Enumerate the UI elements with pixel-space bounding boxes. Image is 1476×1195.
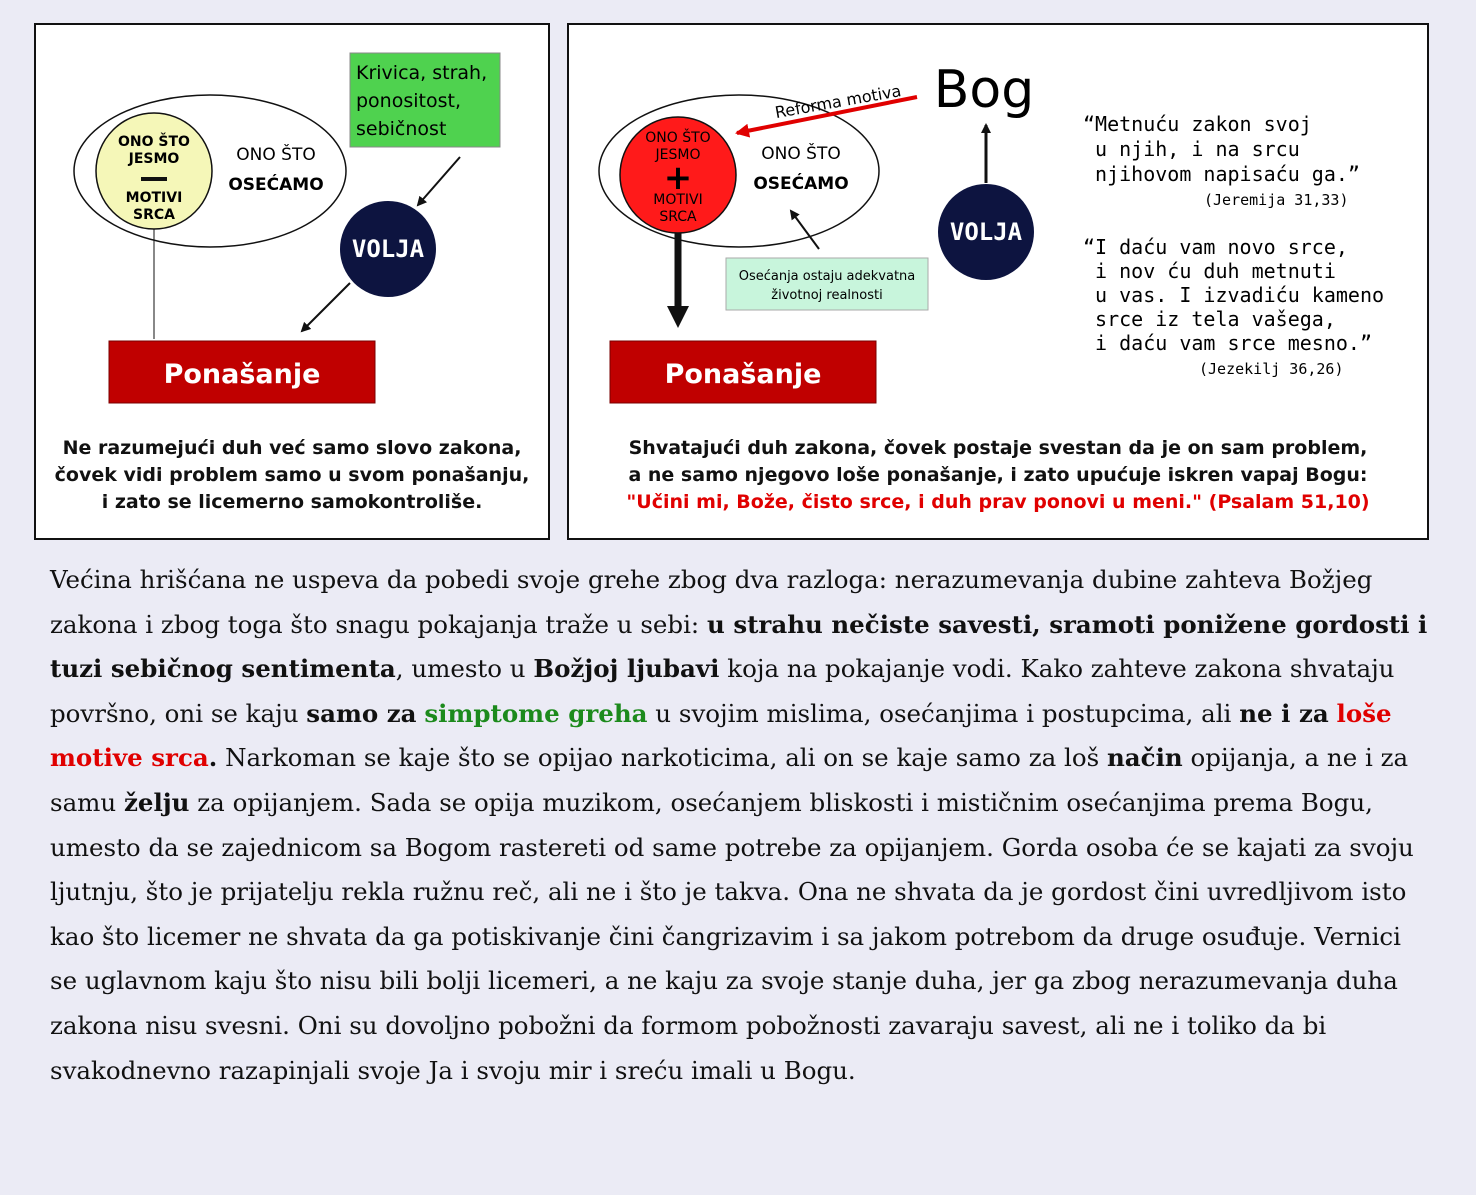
right-caption-line2: a ne samo njegovo loše ponašanje, i zato upućuje iskren vapaj Bogu: (628, 464, 1368, 486)
motives-line1: ONO ŠTO (118, 134, 190, 150)
plus-sign: + (663, 158, 693, 198)
feel-line2: OSEĆAMO (753, 174, 849, 194)
body-s7: Narkoman se kaje što se opijao narkoticima, ali on se kaje samo za loš (217, 743, 1107, 773)
left-diagram-panel (34, 23, 550, 540)
body-paragraph (50, 558, 1430, 1093)
body-s1: Većina hrišćana ne uspeva da pobedi svoje grehe zbog dva razloga: nerazumevanja dubine zahteva Božjeg zakona i zbog toga što snagu pokajanja traže u sebi: (50, 565, 1373, 639)
behavior-label: Ponašanje (163, 359, 321, 390)
quote2-line4: srce iz tela vašega, (1083, 307, 1336, 331)
body-s5: u svojim mislima, osećanjima i postupcima, ali (647, 698, 1240, 728)
motives-line2: JESMO (128, 151, 180, 167)
quote1-line1: “Metnuću zakon svoj (1083, 112, 1312, 136)
right-caption-line3: "Učini mi, Bože, čisto srce, i duh prav ponovi u meni." (Psalam 51,10) (626, 491, 1370, 513)
quote2-line5: i daću vam srce mesno.” (1083, 331, 1372, 355)
will-label: VOLJA (351, 235, 425, 263)
body-b2: Božjoj ljubavi (533, 654, 720, 684)
note-line2: životnoj realnosti (771, 288, 883, 303)
god-label: Bog (933, 60, 1035, 120)
body-b1: u strahu nečiste savesti, sramoti ponižene gordosti i tuzi sebičnog sentimenta (50, 609, 1428, 684)
body-r1: loše motive srca (50, 698, 1392, 773)
callout-line3: sebičnost (356, 118, 447, 140)
body-s6 (1329, 699, 1337, 728)
motives-line2: JESMO (655, 147, 701, 163)
body-text (50, 558, 1430, 1093)
body-b3: samo za (306, 698, 417, 728)
motives-line3: MOTIVI (125, 190, 183, 206)
callout-to-will-arrow (418, 157, 460, 205)
quote1-line3: njihovom napisaću ga.” (1083, 162, 1360, 186)
body-b5: . (208, 743, 218, 773)
feel-line1: ONO ŠTO (761, 144, 841, 164)
body-b7: želju (123, 787, 190, 817)
body-b6: način (1106, 743, 1183, 773)
minus-sign (141, 177, 167, 181)
left-caption-line2: čovek vidi problem samo u svom ponašanju, (54, 464, 530, 486)
quote2-line1: “I daću vam novo srce, (1083, 235, 1348, 259)
body-g1: simptome greha (424, 698, 648, 728)
body-b4: ne i za (1239, 698, 1329, 728)
left-caption (36, 435, 548, 516)
quote1-ref: (Jeremija 31,33) (1204, 191, 1349, 209)
feel-line2: OSEĆAMO (228, 175, 324, 195)
callout-line1: Krivica, strah, (356, 62, 488, 84)
will-to-behavior-arrow (302, 283, 350, 331)
left-caption-line3: i zato se licemerno samokontroliše. (101, 491, 483, 513)
feel-line1: ONO ŠTO (236, 145, 316, 165)
right-caption-line1: Shvatajući duh zakona, čovek postaje svestan da je on sam problem, (628, 437, 1368, 459)
quote2-ref: (Jezekilj 36,26) (1199, 360, 1344, 378)
motives-line3: MOTIVI (653, 192, 703, 208)
motives-line4: SRCA (133, 207, 175, 223)
motives-line1: ONO ŠTO (645, 130, 711, 146)
motives-line4: SRCA (659, 209, 697, 225)
behavior-label: Ponašanje (664, 359, 822, 390)
will-label: VOLJA (949, 218, 1023, 246)
reform-label: Reforma motiva (773, 81, 903, 123)
body-s2: , umesto u (395, 654, 534, 684)
body-s9: za opijanjem. Sada se opija muzikom, osećanjem bliskosti i mističnim osećanjima prema Bogu, umesto da se zajednicom sa Bogom rastereti od same potrebe za opijanjem. Gorda osoba će se kajati za svoju ljutnju, što je prijatelju rekla ružnu reč, ali ne i što je takva. Ona ne shvata da je gordost čini uvredljivom isto kao što licemer ne shvata da ga potiskivanje čini čangrizavim i sa jakom potrebom da druge osuđuje. Vernici se uglavnom kaju što nisu bili bolji licemeri, a ne kaju za svoje stanje duha, jer ga zbog nerazumevanja duha zakona nisu svesni. Oni su dovoljno pobožni da formom pobožnosti zavaraju savest, ali ne i toliko da bi svakodnevno razapinjali svoje Ja i svoju mir i sreću imali u Bogu. (50, 787, 1414, 1085)
quote-ezekiel (1083, 235, 1384, 378)
right-diagram-panel (567, 23, 1429, 540)
body-s3: koja na pokajanje vodi. Kako zahteve zakona shvataju površno, oni se kaju (50, 654, 1395, 728)
body-s8: opijanja, a ne i za samu (50, 743, 1409, 817)
quote2-line3: u vas. I izvadiću kameno (1083, 283, 1385, 307)
callout-line2: ponositost, (356, 90, 461, 112)
right-caption (569, 435, 1427, 516)
quote-jeremiah (1083, 112, 1360, 209)
note-line1: Osećanja ostaju adekvatna (738, 269, 916, 284)
left-caption-line1: Ne razumejući duh već samo slovo zakona, (62, 437, 522, 459)
quote2-line2: i nov ću duh metnuti (1083, 259, 1336, 283)
quote1-line2: u njih, i na srcu (1083, 137, 1300, 161)
